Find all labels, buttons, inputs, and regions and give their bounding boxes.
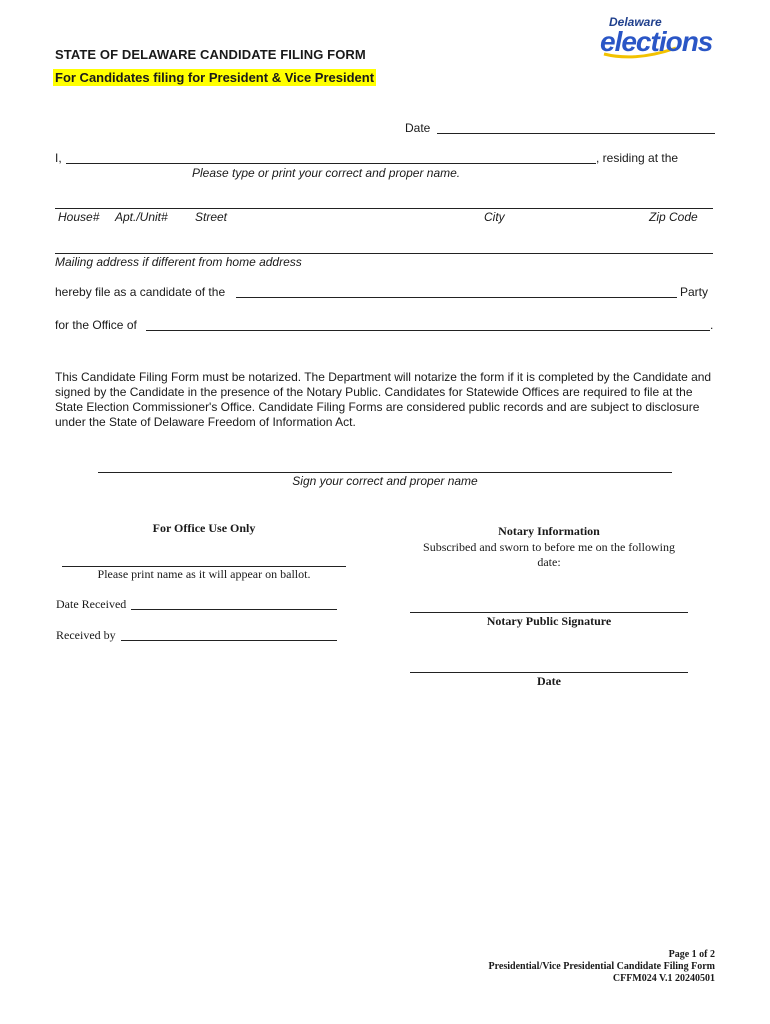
mailing-address-field[interactable] <box>55 253 713 254</box>
zip-label: Zip Code <box>649 210 698 224</box>
notary-signature-label: Notary Public Signature <box>486 614 612 628</box>
page-number: Page 1 of 2 <box>668 949 715 960</box>
candidate-name-field[interactable] <box>66 163 596 164</box>
notary-date-field[interactable] <box>410 672 688 673</box>
home-address-field[interactable] <box>55 208 713 209</box>
delaware-elections-logo <box>596 14 713 62</box>
office-prefix: for the Office of <box>55 318 137 332</box>
date-received-label: Date Received <box>56 597 127 611</box>
party-prefix: hereby file as a candidate of the <box>55 285 226 299</box>
date-field[interactable] <box>437 133 715 134</box>
received-by-label: Received by <box>56 628 116 642</box>
name-suffix: , residing at the <box>596 151 679 165</box>
house-label: House# <box>58 210 100 224</box>
form-name: Presidential/Vice Presidential Candidate Filing Form <box>488 961 715 972</box>
party-suffix: Party <box>680 285 709 299</box>
office-use-heading: For Office Use Only <box>152 521 256 535</box>
ballot-name-label: Please print name as it will appear on ballot. <box>97 567 311 581</box>
mailing-address-label: Mailing address if different from home address <box>55 255 302 269</box>
date-received-field[interactable] <box>131 609 337 610</box>
notarization-notice: This Candidate Filing Form must be notarized. The Department will notarize the form if it is completed by the Candidate and signed by the Candidate in the presence of the Notary Public. Candidates for Statewide Offices are required to file at the State Election Commissioner's Office. Candidate Filing Forms are considered public records and are subject to disclosure under the State of Delaware Freedom of Information Act. <box>55 370 712 429</box>
name-hint: Please type or print your correct and proper name. <box>192 166 461 180</box>
logo-main-text: elections <box>600 26 713 57</box>
city-label: City <box>484 210 505 224</box>
logo-top-text: Delaware <box>609 15 662 29</box>
signature-label: Sign your correct and proper name <box>292 474 478 488</box>
received-by-field[interactable] <box>121 640 337 641</box>
apt-label: Apt./Unit# <box>115 210 168 224</box>
date-label: Date <box>405 121 431 135</box>
name-prefix: I, <box>55 151 62 165</box>
office-field[interactable] <box>146 330 710 331</box>
candidate-signature-field[interactable] <box>98 472 672 473</box>
form-code: CFFM024 V.1 20240501 <box>612 973 715 984</box>
page-title: STATE OF DELAWARE CANDIDATE FILING FORM <box>55 47 366 62</box>
notary-date-label: Date <box>537 674 561 688</box>
page-subtitle: For Candidates filing for President & Vice President <box>55 70 375 85</box>
office-suffix: . <box>710 318 714 332</box>
notary-heading: Notary Information <box>498 524 600 538</box>
notary-signature-field[interactable] <box>410 612 688 613</box>
party-field[interactable] <box>236 297 677 298</box>
street-label: Street <box>195 210 228 224</box>
notary-sworn-text: Subscribed and sworn to before me on the following date: <box>423 540 675 569</box>
